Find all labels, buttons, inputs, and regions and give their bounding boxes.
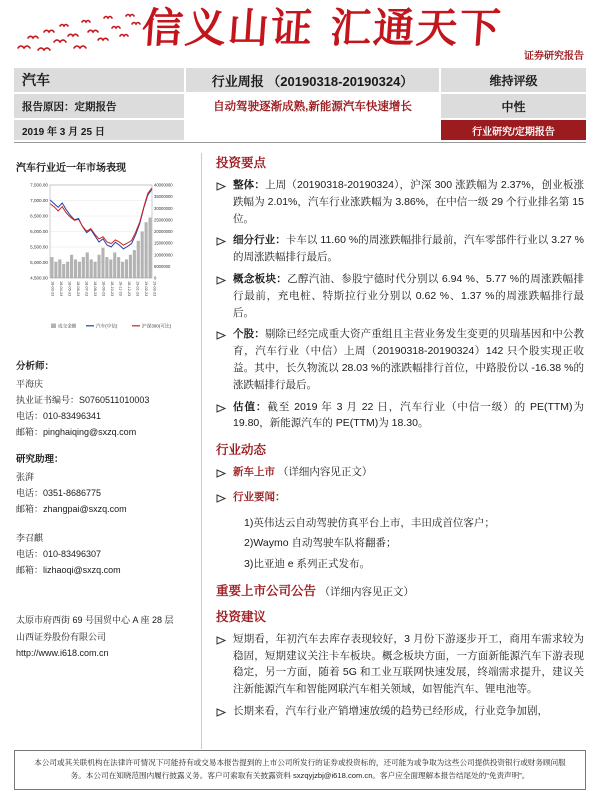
arrow-bullet-icon: [216, 489, 233, 509]
svg-text:18-03-23: 18-03-23: [50, 281, 55, 297]
svg-text:18-05-23: 18-05-23: [67, 281, 72, 297]
report-body: [14, 153, 586, 749]
svg-text:6,000.00: 6,000.00: [30, 229, 48, 235]
arrow-bullet-icon: [216, 177, 233, 227]
industry-name: 汽车: [14, 68, 184, 92]
assistant-name: 李召麒: [16, 532, 44, 543]
rating-label: 维持评级: [441, 68, 586, 92]
announcements-title: 重要上市公司公告: [216, 583, 317, 598]
svg-text:5000000: 5000000: [154, 263, 171, 269]
svg-text:10000000: 10000000: [154, 252, 173, 258]
company-website-link[interactable]: http://www.i618.com.cn: [16, 648, 109, 659]
analyst-name: 平海庆: [16, 378, 44, 389]
highlight-item: [216, 326, 584, 393]
highlight-item: [216, 271, 584, 321]
svg-text:25000000: 25000000: [154, 217, 173, 223]
arrow-bullet-icon: [216, 464, 233, 484]
header-spacer: [186, 120, 439, 140]
disclaimer-text: 本公司或其关联机构在法律许可情况下可能持有或交易本报告提到的上市公司所发行的证券或投资标的，还可能为或争取为这些公司提供投资银行或财务顾问服务。本公司在知晓范围内履行披露义务。客户可索取有关披露资料 sxzqyjzbj@i618.com.cn。客户应全面理解本报告结尾处的“免责声明”。: [34, 758, 566, 781]
analyst-email: 邮箱：pinghaiqing@sxzq.com: [16, 427, 137, 438]
highlight-text: 乙醇汽油、参股宁德时代分别以 6.94 %、5.77 %的周涨跌幅排行最前，充电桩、特斯拉行业分别以 0.62 %、1.37 %的周涨跌幅排行最后。: [233, 272, 585, 319]
dynamics-item: [216, 464, 584, 484]
news-item: 2)Waymo 自动驾驶车队将翻番；: [244, 537, 397, 550]
svg-text:19-01-23: 19-01-23: [135, 281, 140, 297]
news-item: 1)英伟达云自动驾驶仿真平台上市，丰田成首位客户；: [244, 516, 495, 529]
svg-text:7,000.00: 7,000.00: [30, 198, 48, 204]
svg-text:18-09-23: 18-09-23: [101, 281, 106, 297]
svg-text:6,500.00: 6,500.00: [30, 213, 48, 219]
highlight-text: 截至 2019 年 3 月 22 日，汽车行业（中信一级）的 PE(TTM)为 19.80，新能源汽车的 PE(TTM)为 18.30。: [233, 400, 585, 430]
svg-text:18-04-23: 18-04-23: [59, 281, 63, 297]
svg-text:汽车(中信): 汽车(中信): [96, 323, 118, 329]
highlight-lead: 个股：: [233, 328, 265, 341]
arrow-bullet-icon: [216, 631, 233, 698]
company-address-block: [16, 614, 193, 661]
assistant-email: 邮箱：lizhaoqi@sxzq.com: [16, 564, 121, 575]
highlight-text: 剔除已经完成重大资产重组且主营业务发生变更的贝瑞基因和中公教育，汽车行业（中信）上周（20190318-20190324）142 只个股实现正收益。其中，长久物流以 28.03 %的涨跌幅排行首位，中路股份以 -16.38 %的涨跌幅排行最后。: [233, 328, 584, 391]
arrow-bullet-icon: [216, 271, 233, 321]
highlight-item: [216, 232, 584, 266]
highlight-text: 上周（20190318-20190324），沪深 300 涨跌幅为 2.37%，创业板涨跌幅为 2.01%，汽车行业涨跌幅为 3.86%，在中信一级 29 个行业排名第 15 位。: [233, 179, 584, 225]
svg-text:18-11-23: 18-11-23: [118, 281, 123, 296]
report-subtitle: 自动驾驶逐渐成熟,新能源汽车快速增长: [186, 94, 439, 118]
report-type-label: 证券研究报告: [524, 51, 584, 62]
dynamics-lead: 新车上市: [233, 466, 275, 479]
section-title-advice: 投资建议: [216, 609, 267, 624]
company-address: 太原市府西街 69 号国贸中心 A 座 28 层: [16, 615, 174, 626]
svg-text:5,500.00: 5,500.00: [30, 244, 48, 250]
assistant-section-label: 研究助理：: [16, 454, 64, 466]
assistant-phone: 电话：0351-8686775: [16, 488, 102, 499]
sidebar: [14, 153, 202, 749]
dynamics-item: [216, 489, 584, 509]
announcements-note: （详细内容见正文）: [319, 585, 414, 598]
report-title: 行业周报 （20190318-20190324）: [186, 68, 439, 92]
brand-band: [14, 6, 586, 64]
svg-text:18-06-23: 18-06-23: [76, 281, 80, 297]
dynamics-lead: 行业要闻：: [233, 490, 286, 503]
market-performance-chart: [16, 180, 186, 332]
section-title-dynamics: 行业动态: [216, 443, 267, 458]
news-item: 3)比亚迪 e 系列正式发布。: [244, 557, 371, 570]
section-title-announcements: [216, 581, 584, 599]
analyst-cert: 执业证书编号：S0760511010003: [16, 394, 150, 405]
market-chart-title: 汽车行业近一年市场表现: [16, 163, 126, 174]
section-title-highlights: 投资要点: [216, 156, 267, 170]
bird-flock-logo: [14, 8, 144, 62]
analyst-section-label: 分析师：: [16, 361, 55, 372]
advice-text: 短期看，年初汽车去库存表现较好，3 月份下游逐步开工，商用车需求较为稳固，短期建议关注卡车板块。概念板块方面，一方面新能源汽车下游表现稳定，另一方面，随着 5G 和工业互联网快速发展，终端需求提升，建议关注新能源汽车和智能网联汽车相关领域，如智能汽车、锂电池等。: [233, 632, 584, 696]
svg-text:18-12-23: 18-12-23: [127, 281, 131, 297]
svg-text:18-10-23: 18-10-23: [110, 281, 114, 297]
assistant-email: 邮箱：zhangpai@sxzq.com: [16, 504, 127, 515]
svg-text:30000000: 30000000: [154, 205, 173, 211]
svg-text:7,500.00: 7,500.00: [30, 182, 48, 188]
assistant-name: 张湃: [16, 472, 35, 483]
svg-text:19-02-23: 19-02-23: [144, 281, 148, 297]
svg-text:0: 0: [154, 275, 157, 281]
disclaimer-box: [14, 750, 586, 790]
arrow-bullet-icon: [216, 326, 233, 393]
analyst-phone: 电话：010-83496341: [16, 411, 102, 422]
industry-news-list: [244, 514, 584, 573]
highlight-lead: 概念板块：: [233, 272, 288, 285]
svg-text:19-03-23: 19-03-23: [152, 281, 157, 297]
highlight-lead: 整体：: [233, 179, 265, 191]
arrow-bullet-icon: [216, 703, 233, 723]
brand-calligraphy: 信义山证 汇通天下: [140, 4, 504, 52]
rating-value: 中性: [441, 94, 586, 118]
company-name: 山西证券股份有限公司: [16, 631, 107, 642]
dynamics-note: （详细内容见正文）: [277, 466, 373, 479]
advice-item: [216, 703, 584, 723]
highlight-item: [216, 177, 584, 227]
arrow-bullet-icon: [216, 399, 233, 433]
advice-item: [216, 631, 584, 698]
assistant-phone: 电话：010-83496307: [16, 548, 102, 559]
arrow-bullet-icon: [216, 232, 233, 266]
svg-text:5,000.00: 5,000.00: [30, 260, 48, 266]
main-content: [202, 153, 586, 749]
svg-text:15000000: 15000000: [154, 240, 173, 246]
highlight-text: 卡车以 11.60 %的周涨跌幅排行最前，汽车零部件行业以 3.27 %的周涨跌幅排行最后。: [233, 234, 584, 264]
svg-text:成交金额: 成交金额: [58, 323, 77, 329]
svg-text:4,500.00: 4,500.00: [30, 275, 48, 281]
report-reason: 报告原因：定期报告: [14, 94, 184, 118]
category-badge: 行业研究/定期报告: [441, 120, 586, 140]
analyst-block: [16, 361, 193, 576]
highlight-item: [216, 399, 584, 433]
advice-text: 长期来看，汽车行业产销增速放缓的趋势已经形成，行业竞争加剧，: [233, 705, 548, 718]
highlight-lead: 估值：: [233, 400, 268, 413]
svg-text:35000000: 35000000: [154, 194, 173, 200]
svg-text:沪深300(可比): 沪深300(可比): [142, 323, 172, 329]
report-date: 2019 年 3 月 25 日: [14, 120, 184, 140]
svg-text:18-07-23: 18-07-23: [84, 281, 89, 297]
report-header: [14, 68, 586, 143]
svg-text:18-08-23: 18-08-23: [93, 281, 97, 297]
svg-text:20000000: 20000000: [154, 229, 173, 235]
highlight-lead: 细分行业：: [233, 234, 286, 247]
svg-text:40000000: 40000000: [154, 182, 173, 188]
